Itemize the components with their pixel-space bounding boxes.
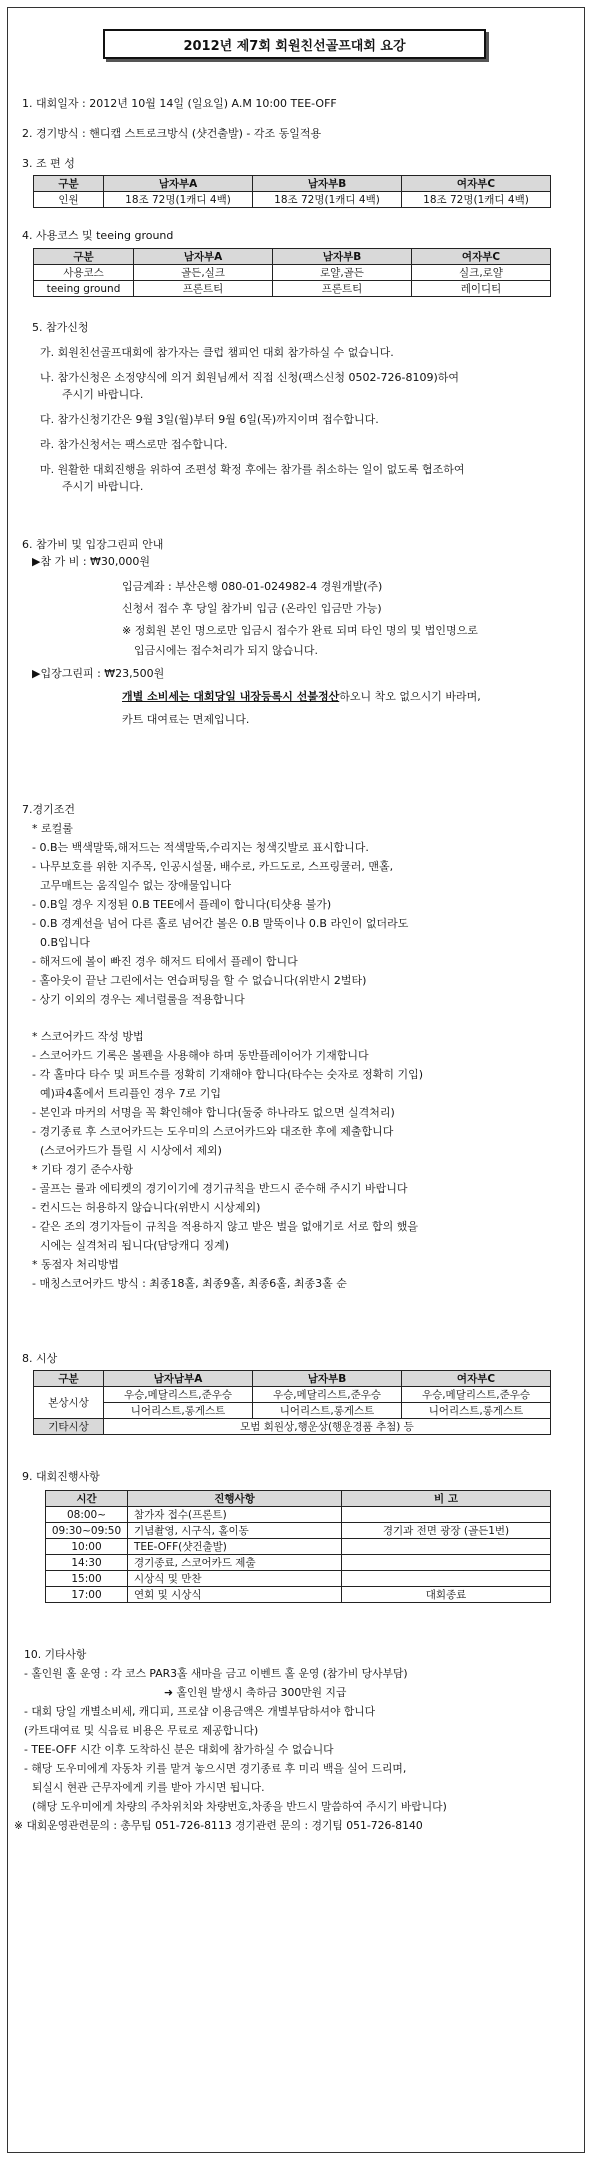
table-cell: 레이디티 [412, 281, 551, 297]
list-item: ※ 정회원 본인 명으로만 입금시 접수가 완료 되며 타인 명의 및 법인명으로 [122, 624, 478, 637]
list-item: 고무매트는 움직일수 없는 장애물입니다 [40, 879, 232, 892]
table-cell: 기타시상 [34, 1419, 104, 1435]
list-item: 입금시에는 접수처리가 되지 않습니다. [134, 644, 319, 657]
list-item: 입금계좌 : 부산은행 080-01-024982-4 경원개발(주) [122, 580, 383, 593]
list-item: - 스코어카드 기록은 볼펜을 사용해야 하며 동반플레이어가 기재합니다 [32, 1049, 369, 1062]
fee-label: ▶참 가 비 : ₩30,000원 [32, 555, 151, 568]
list-item: - 0.B 경계선을 넘어 다른 홀로 넘어간 볼은 0.B 말뚝이나 0.B 라인이 없더라도 [32, 917, 409, 930]
table-header-cell: 구분 [34, 249, 134, 265]
table-cell: 골든,실크 [134, 265, 273, 281]
list-item: (해당 도우미에게 차량의 주차위치와 차량번호,차종을 반드시 말씀하여 주시기 바랍니다) [32, 1800, 447, 1813]
table-cell: 시상식 및 만찬 [128, 1571, 342, 1587]
table-header-cell: 남자부B [253, 1371, 402, 1387]
table-header-row [46, 1491, 551, 1507]
section-10-heading: 10. 기타사항 [24, 1648, 87, 1661]
list-item: - 골프는 룰과 에티켓의 경기이기에 경기규칙을 반드시 준수해 주시기 바랍니다 [32, 1182, 408, 1195]
table-cell: 우승,메달리스트,준우승 [104, 1387, 253, 1403]
table-header-cell: 남자부B [253, 176, 402, 192]
section-8-heading: 8. 시상 [22, 1352, 58, 1365]
table-row [46, 1539, 551, 1555]
table-row [34, 265, 551, 281]
list-item: 퇴실시 현관 근무자에게 키를 받아 가시면 됩니다. [32, 1781, 265, 1794]
contact-info: ※ 대회운영관련문의 : 총무팀 051-726-8113 경기관련 문의 : 경기팀 051-726-8140 [14, 1819, 423, 1832]
section-10 [14, 1646, 564, 1836]
list-item: 시에는 실격처리 됩니다(담당캐디 징계) [40, 1239, 230, 1252]
table-cell [342, 1507, 551, 1523]
table-header-cell: 여자부C [412, 249, 551, 265]
table-cell: 본상시상 [34, 1387, 104, 1419]
section-4-heading: 4. 사용코스 및 teeing ground [22, 229, 174, 242]
table-row [46, 1555, 551, 1571]
list-item: 라. 참가신청서는 팩스로만 접수합니다. [40, 438, 228, 451]
table-cell: teeing ground [34, 281, 134, 297]
etc-rules-title: * 기타 경기 준수사항 [32, 1163, 133, 1176]
list-item: 예)파4홀에서 트리플인 경우 7로 기입 [40, 1087, 222, 1100]
list-item: - 0.B는 백색말뚝,해저드는 적색말뚝,수리지는 청색깃발로 표시합니다. [32, 841, 369, 854]
local-rule-title: * 로컬룰 [32, 822, 73, 835]
list-item: - 0.B일 경우 지정된 0.B TEE에서 플레이 합니다(티샷용 불가) [32, 898, 332, 911]
list-item: - 각 홀마다 타수 및 퍼트수를 정확히 기재해야 합니다(타수는 숫자로 정확히 기입) [32, 1068, 424, 1081]
tie-break-title: * 동점자 처리방법 [32, 1258, 119, 1271]
table-header-cell: 진행사항 [128, 1491, 342, 1507]
list-item: - 경기종료 후 스코어카드는 도우미의 스코어카드와 대조한 후에 제출합니다 [32, 1125, 394, 1138]
table-cell: 우승,메달리스트,준우승 [253, 1387, 402, 1403]
groups-table [33, 175, 551, 208]
table-header-row [34, 249, 551, 265]
section-6 [22, 536, 572, 728]
table-cell: 기념촬영, 시구식, 홀이동 [128, 1523, 342, 1539]
section-9-heading: 9. 대회진행사항 [22, 1470, 100, 1483]
table-cell: 17:00 [46, 1587, 128, 1603]
table-cell: 08:00~ [46, 1507, 128, 1523]
list-item: - 매칭스코어카드 방식 : 최종18홀, 최종9홀, 최종6홀, 최종3홀 순 [32, 1277, 347, 1290]
table-row [46, 1587, 551, 1603]
table-cell: 참가자 접수(프론트) [128, 1507, 342, 1523]
table-cell: 니어리스트,롱게스트 [104, 1403, 253, 1419]
section-5 [22, 319, 572, 495]
table-cell: 연회 및 시상식 [128, 1587, 342, 1603]
table-cell: 로얄,골든 [273, 265, 412, 281]
table-cell: 인원 [34, 192, 104, 208]
table-cell: 프론트티 [134, 281, 273, 297]
list-item: - 나무보호를 위한 지주목, 인공시설물, 배수로, 카드도로, 스프링쿨러, 맨홀, [32, 860, 394, 873]
list-item: 신청서 접수 후 당일 참가비 입금 (온라인 입금만 가능) [122, 602, 382, 615]
table-cell [342, 1571, 551, 1587]
table-row [34, 192, 551, 208]
page-title: 2012년 제7회 회원친선골프대회 요강 [103, 29, 486, 59]
tax-note-bold: 개별 소비세는 대회당일 내장등록시 선불정산 [122, 690, 340, 703]
table-cell: 10:00 [46, 1539, 128, 1555]
list-item: - 대회 당일 개별소비세, 캐디피, 프로샵 이용금액은 개별부담하셔야 합니다 [24, 1705, 376, 1718]
table-header-row [34, 1371, 551, 1387]
list-item [22, 688, 572, 705]
table-row [34, 1403, 551, 1419]
section-7 [22, 801, 572, 1294]
table-header-cell: 남자부A [134, 249, 273, 265]
list-item: 마. 원활한 대회진행을 위하여 조편성 확정 후에는 참가를 취소하는 일이 없도록 협조하여 [40, 463, 465, 476]
table-cell: 경기종료, 스코어카드 제출 [128, 1555, 342, 1571]
list-item: - 해당 도우미에게 자동차 키를 맡겨 놓으시면 경기종료 후 미리 백을 실어 드리며, [24, 1762, 407, 1775]
awards-table [33, 1370, 551, 1435]
section-6-heading: 6. 참가비 및 입장그린피 안내 [22, 538, 164, 551]
list-item: - 상기 이외의 경우는 제너럴룰을 적용합니다 [32, 993, 245, 1006]
table-row [34, 281, 551, 297]
table-cell: 18조 72명(1캐디 4백) [104, 192, 253, 208]
table-cell: 18조 72명(1캐디 4백) [402, 192, 551, 208]
table-header-cell: 구분 [34, 176, 104, 192]
table-row [46, 1571, 551, 1587]
list-item: - TEE-OFF 시간 이후 도착하신 분은 대회에 참가하실 수 없습니다 [24, 1743, 334, 1756]
table-cell: 18조 72명(1캐디 4백) [253, 192, 402, 208]
list-item: 0.B입니다 [40, 936, 90, 949]
list-item: (스코어카드가 틀릴 시 시상에서 제외) [40, 1144, 222, 1157]
table-cell: 실크,로얄 [412, 265, 551, 281]
list-item: 가. 회원친선골프대회에 참가자는 클럽 챔피언 대회 참가하실 수 없습니다. [40, 346, 394, 359]
list-item: - 홀인원 홀 운영 : 각 코스 PAR3홀 새마을 금고 이벤트 홀 운영 (참가비 당사부담) [24, 1667, 408, 1680]
list-item: 다. 참가신청기간은 9월 3일(월)부터 9월 6일(목)까지이며 접수합니다. [40, 413, 379, 426]
list-item: - 홀아웃이 끝난 그린에서는 연습퍼팅을 할 수 없습니다(위반시 2벌타) [32, 974, 367, 987]
table-cell: 모범 회원상,행운상(행운경품 추첨) 등 [104, 1419, 551, 1435]
table-cell: 우승,메달리스트,준우승 [402, 1387, 551, 1403]
table-cell: 사용코스 [34, 265, 134, 281]
table-cell [342, 1539, 551, 1555]
table-header-cell: 남자부A [104, 176, 253, 192]
list-item: ➜ 홀인원 발생시 축하금 300만원 지급 [164, 1686, 347, 1699]
table-cell: TEE-OFF(샷건출발) [128, 1539, 342, 1555]
table-cell: 15:00 [46, 1571, 128, 1587]
table-header-cell: 여자부C [402, 176, 551, 192]
list-item: - 해저드에 볼이 빠진 경우 해저드 티에서 플레이 합니다 [32, 955, 298, 968]
table-cell: 14:30 [46, 1555, 128, 1571]
list-item: 나. 참가신청은 소정양식에 의거 회원님께서 직접 신청(팩스신청 0502-726-8109)하여 [40, 371, 460, 384]
table-header-row [34, 176, 551, 192]
section-2-method: 2. 경기방식 : 핸디캡 스트로크방식 (샷건출발) - 각조 동일적용 [22, 127, 322, 140]
list-item: - 본인과 마커의 서명을 꼭 확인해야 합니다(둘중 하나라도 없으면 실격처리) [32, 1106, 395, 1119]
course-table [33, 248, 551, 297]
section-7-heading: 7.경기조건 [22, 803, 75, 816]
green-fee-label: ▶입장그린피 : ₩23,500원 [32, 667, 165, 680]
list-item: (카트대여료 및 식음료 비용은 무료로 제공합니다) [24, 1724, 259, 1737]
section-5-heading: 5. 참가신청 [32, 321, 89, 334]
table-row [34, 1419, 551, 1435]
table-header-cell: 구분 [34, 1371, 104, 1387]
table-cell: 프론트티 [273, 281, 412, 297]
table-header-cell: 여자부C [402, 1371, 551, 1387]
table-header-cell: 남자남부A [104, 1371, 253, 1387]
tax-note-rest: 하오니 착오 없으시기 바라며, [339, 690, 481, 703]
section-1-date: 1. 대회일자 : 2012년 10월 14일 (일요일) A.M 10:00 TEE-OFF [22, 97, 337, 110]
table-cell: 09:30~09:50 [46, 1523, 128, 1539]
table-row [46, 1523, 551, 1539]
table-row [34, 1387, 551, 1403]
list-item: 카트 대여료는 면제입니다. [122, 713, 250, 726]
scorecard-title: * 스코어카드 작성 방법 [32, 1030, 144, 1043]
list-item: 주시기 바랍니다. [62, 388, 144, 401]
table-cell: 대회종료 [342, 1587, 551, 1603]
schedule-table [45, 1490, 551, 1603]
section-3-heading: 3. 조 편 성 [22, 157, 75, 170]
table-cell: 경기과 전면 광장 (골든1번) [342, 1523, 551, 1539]
list-item: - 같은 조의 경기자들이 규칙을 적용하지 않고 받은 벌을 없애기로 서로 합의 했을 [32, 1220, 418, 1233]
list-item: 주시기 바랍니다. [62, 480, 144, 493]
table-header-cell: 비 고 [342, 1491, 551, 1507]
table-header-cell: 시간 [46, 1491, 128, 1507]
table-cell: 니어리스트,롱게스트 [253, 1403, 402, 1419]
table-row [46, 1507, 551, 1523]
table-header-cell: 남자부B [273, 249, 412, 265]
table-cell: 니어리스트,롱게스트 [402, 1403, 551, 1419]
table-cell [342, 1555, 551, 1571]
list-item: - 컨시드는 허용하지 않습니다(위반시 시상제외) [32, 1201, 261, 1214]
